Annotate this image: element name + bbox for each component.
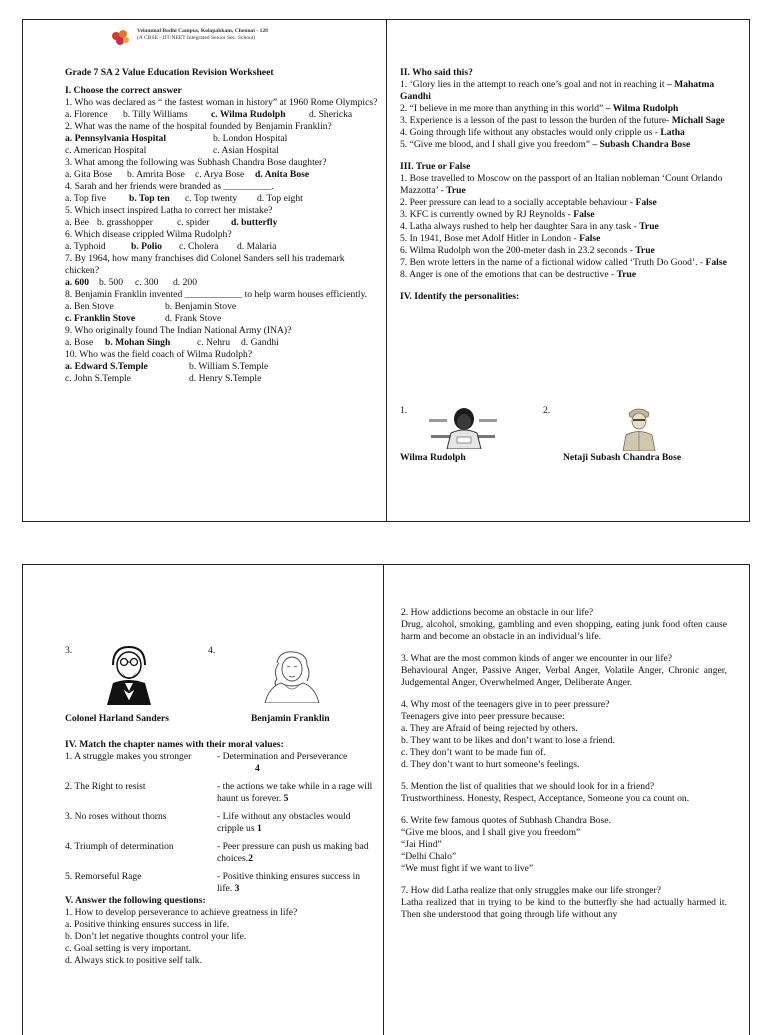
worksheet-title: Grade 7 SA 2 Value Education Revision Worksheet — [65, 67, 274, 78]
question: 1. Who was declared as “ the fastest woman in history” at 1960 Rome Olympics? — [65, 97, 378, 108]
portrait-number: 4. — [208, 645, 216, 656]
options-row — [65, 313, 379, 325]
moral-value: - Positive thinking ensures success in life. 3 — [217, 871, 361, 894]
colonel-sanders-portrait — [103, 645, 155, 705]
portrait-number: 1. — [400, 405, 408, 416]
option: d. 200 — [173, 277, 197, 288]
options-row — [65, 337, 379, 349]
options-row — [65, 373, 379, 385]
options-row — [65, 241, 379, 253]
options-row — [65, 193, 379, 205]
portrait-caption: Wilma Rudolph — [400, 452, 466, 463]
subhash-chandra-bose-portrait — [619, 405, 659, 451]
option: a. Ben Stove — [65, 301, 114, 312]
question: 2. What was the name of the hospital founded by Benjamin Franklin? — [65, 121, 332, 132]
portrait-number: 2. — [543, 405, 551, 416]
tf-item: 7. Ben wrote letters in the name of a fictional widow called ‘Truth Do Good’. - False — [400, 257, 727, 268]
option: c. John S.Temple — [65, 373, 131, 384]
answer-line: “Give me bloos, and I shall give you freedom” — [401, 827, 581, 838]
moral-value: - the actions we take while in a rage will haunt us forever. 5 — [217, 781, 373, 804]
match-row — [65, 871, 375, 895]
section-heading: II. Who said this? — [400, 67, 473, 78]
column-divider — [383, 565, 384, 1035]
wilma-rudolph-portrait — [427, 405, 499, 449]
option: c. Asian Hospital — [213, 145, 279, 156]
question: 5. Mention the list of qualities that we should look for in a friend? — [401, 781, 655, 792]
section-heading: III. True or False — [400, 161, 471, 172]
school-affiliation: (A CBSE - IIT/NEET Integrated Senior Sec. School) — [137, 35, 256, 41]
options-row — [65, 277, 379, 289]
option: d. Shericka — [309, 109, 353, 120]
answer-line: a. They are Afraid of being rejected by others. — [401, 723, 578, 734]
option: b. William S.Temple — [189, 361, 269, 372]
answer-line: “We must fight if we want to live” — [401, 863, 534, 874]
quote-item: 4. Going through life without any obstacles would only cripple us - Latha — [400, 127, 685, 138]
school-name: Velammal Bodhi Campus, Kolapakkam, Chennai - 128 — [137, 28, 268, 34]
option: a. Bose — [65, 337, 94, 348]
page2-left-column — [65, 739, 375, 967]
answer-line: b. They want to be likes and don’t want to lose a friend. — [401, 735, 615, 746]
question: 10. Who was the field coach of Wilma Rudolph? — [65, 349, 253, 360]
tf-item: 5. In 1941, Bose met Adolf Hitler in London - False — [400, 233, 601, 244]
question: 5. Which insect inspired Latha to correct her mistake? — [65, 205, 273, 216]
options-row — [65, 145, 379, 157]
option: d. Frank Stove — [165, 313, 222, 324]
option: c. Arya Bose — [195, 169, 245, 180]
chapter-name: 2. The Right to resist — [65, 781, 146, 792]
option: a. Gita Bose — [65, 169, 113, 180]
page2-right-column — [401, 607, 727, 921]
option: c. Top twenty — [185, 193, 238, 204]
question: 2. How addictions become an obstacle in our life? — [401, 607, 594, 618]
answer: Trustworthiness. Honesty, Respect, Acceptance, Someone you ca count on. — [401, 793, 690, 804]
option: b. Tilly Williams — [123, 109, 188, 120]
option-answer: a. 600 — [65, 277, 89, 288]
answer: Drug, alcohol, smoking, gambling and even shopping, eating junk food often cause harm and become an obstacle in an individual’s life. — [401, 619, 727, 642]
option-answer: d. Anita Bose — [255, 169, 310, 180]
answer-line: c. Goal setting is very important. — [65, 943, 192, 954]
option: a. Florence — [65, 109, 108, 120]
page1-left-column — [65, 67, 379, 385]
match-row — [65, 811, 375, 835]
school-header — [109, 28, 268, 48]
option: d. Malaria — [237, 241, 277, 252]
section-heading: IV. Match the chapter names with their moral values: — [65, 739, 284, 750]
answer-line: “Delhi Chalo” — [401, 851, 457, 862]
tf-item: 2. Peer pressure can lead to a socially acceptable behaviour - False — [400, 197, 657, 208]
answer-line: b. Don’t let negative thoughts control your life. — [65, 931, 247, 942]
option: d. Top eight — [257, 193, 303, 204]
answer-line: “Jai Hind” — [401, 839, 442, 850]
quote-item: 5. “Give me blood, and I shall give you freedom” – Subash Chandra Bose — [400, 139, 691, 150]
option: d. Henry S.Temple — [189, 373, 262, 384]
page1-right-column — [400, 67, 730, 303]
options-row — [65, 217, 379, 229]
answer-line: a. Positive thinking ensures success in life. — [65, 919, 230, 930]
option: b. 500 — [99, 277, 123, 288]
answer-line: c. They don’t want to be made fun of. — [401, 747, 546, 758]
question: 7. By 1964, how many franchises did Colonel Sanders sell his trademark chicken? — [65, 253, 345, 276]
portrait-caption: Netaji Subash Chandra Bose — [563, 452, 682, 463]
option: d. Gandhi — [241, 337, 279, 348]
question: 3. What are the most common kinds of anger we encounter in our life? — [401, 653, 673, 664]
match-row — [65, 841, 375, 865]
question: 4. Sarah and her friends were branded as __________. — [65, 181, 274, 192]
section-heading: IV. Identify the personalities: — [400, 291, 520, 302]
question: 9. Who originally found The Indian National Army (INA)? — [65, 325, 292, 336]
match-row — [65, 751, 375, 775]
chapter-name: 3. No roses without thorns — [65, 811, 167, 822]
options-row — [65, 301, 379, 313]
option: c. American Hospital — [65, 145, 147, 156]
chapter-name: 5. Remorseful Rage — [65, 871, 142, 882]
question: 6. Write few famous quotes of Subhash Chandra Bose. — [401, 815, 611, 826]
column-divider — [386, 20, 387, 521]
option: c. spider — [177, 217, 210, 228]
question: 8. Benjamin Franklin invented ____________ to help warm houses efficiently. — [65, 289, 368, 300]
moral-value: - Determination and Perseverance 4 — [217, 751, 348, 774]
section-heading: I. Choose the correct answer — [65, 85, 182, 96]
chapter-name: 4. Triumph of determination — [65, 841, 174, 852]
worksheet-page-1 — [22, 19, 750, 522]
option-answer: c. Wilma Rudolph — [211, 109, 286, 120]
option-answer: a. Edward S.Temple — [65, 361, 148, 372]
option: a. Bee — [65, 217, 89, 228]
answer: Teenagers give into peer pressure because: — [401, 711, 565, 722]
option: b. grasshopper — [97, 217, 153, 228]
option-answer: c. Franklin Stove — [65, 313, 136, 324]
options-row — [65, 361, 379, 373]
option: b. London Hospital — [213, 133, 288, 144]
tf-item: 8. Anger is one of the emotions that can be destructive - True — [400, 269, 637, 280]
chapter-name: 1. A struggle makes you stronger — [65, 751, 192, 762]
tf-item: 4. Latha always rushed to help her daughter Sara in any task - True — [400, 221, 659, 232]
moral-value: - Life without any obstacles would cripple us 1 — [217, 811, 351, 834]
option: b. Benjamin Stove — [165, 301, 237, 312]
portrait-caption: Benjamin Franklin — [251, 713, 330, 724]
question: 1. How to develop perseverance to achieve greatness in life? — [65, 907, 298, 918]
quote-item: 2. “I believe in me more than anything in this world” – Wilma Rudolph — [400, 103, 679, 114]
option: c. 300 — [135, 277, 159, 288]
question: 3. What among the following was Subhash Chandra Bose daughter? — [65, 157, 327, 168]
portrait-number: 3. — [65, 645, 73, 656]
option: b. Amrita Bose — [127, 169, 185, 180]
answer: Latha realized that in trying to be kind to the butterfly she had actually harmed it. Then she understood that going through life without any — [401, 897, 727, 920]
moral-value: - Peer pressure can push us making bad choices.2 — [217, 841, 369, 864]
quote-item: 1. ‘Glory lies in the attempt to reach one’s goal and not in reaching it – Mahatma Gandhi — [400, 79, 715, 102]
option-answer: a. Pennsylvania Hospital — [65, 133, 167, 144]
portrait-caption: Colonel Harland Sanders — [65, 713, 169, 724]
answer: Behavioural Anger, Passive Anger, Verbal Anger, Volatile Anger, Chronic anger, Judgemental Anger, Overwhelmed Anger, Deliberate Anger. — [401, 665, 727, 688]
tf-item: 6. Wilma Rudolph won the 200-meter dash in 23.2 seconds - True — [400, 245, 655, 256]
question: 4. Why most of the teenagers give in to peer pressure? — [401, 699, 610, 710]
option: a. Top five — [65, 193, 106, 204]
question: 7. How did Latha realize that only struggles make our life stronger? — [401, 885, 662, 896]
answer-line: d. They don’t want to hurt someone’s feelings. — [401, 759, 580, 770]
option: c. Cholera — [179, 241, 219, 252]
match-row — [65, 781, 375, 805]
option: c. Nehru — [197, 337, 231, 348]
options-row — [65, 109, 379, 121]
option-answer: b. Polio — [131, 241, 162, 252]
options-row — [65, 169, 379, 181]
quote-item: 3. Experience is a lesson of the past to lesson the burden of the future- Michall Sage — [400, 115, 725, 126]
worksheet-page-2 — [22, 564, 750, 1035]
benjamin-franklin-portrait — [259, 649, 325, 703]
section-heading: V. Answer the following questions: — [65, 895, 206, 906]
answer-line: d. Always stick to positive self talk. — [65, 955, 202, 966]
option-answer: d. butterfly — [231, 217, 278, 228]
question: 6. Which disease crippled Wilma Rudolph? — [65, 229, 232, 240]
school-logo-icon — [109, 28, 131, 48]
options-row — [65, 133, 379, 145]
option-answer: b. Top ten — [129, 193, 170, 204]
tf-item: 1. Bose travelled to Moscow on the passport of an Italian nobleman ‘Count Orlando Mazzotta’ - True — [400, 173, 723, 196]
option: a. Typhoid — [65, 241, 106, 252]
tf-item: 3. KFC is currently owned by RJ Reynolds - False — [400, 209, 595, 220]
option-answer: b. Mohan Singh — [105, 337, 171, 348]
